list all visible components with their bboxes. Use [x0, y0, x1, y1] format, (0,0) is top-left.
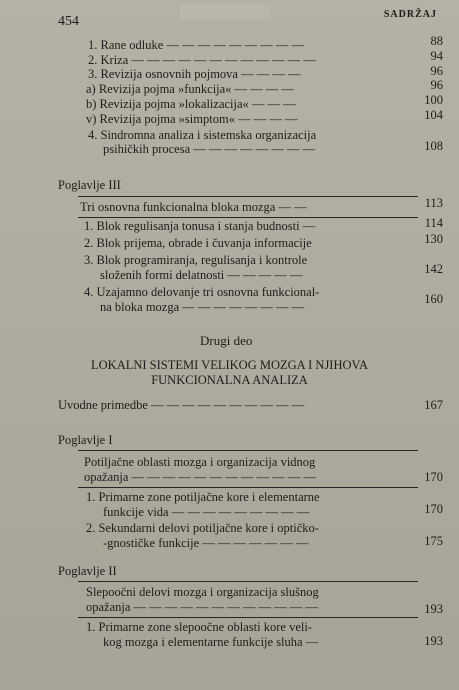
toc-entry-label: na bloka mozga — — — — — — — — [100, 300, 305, 314]
toc-entry-label: funkcije vida — — — — — — — — — [103, 505, 310, 519]
toc-entry-label: 1. Rane odluke — — — — — — — — — [88, 38, 304, 52]
toc-entry-label: 2. Kriza — — — — — — — — — — — — [88, 53, 316, 67]
toc-entry-label: Uvodne primedbe — — — — — — — — — — [58, 398, 305, 412]
toc-entry-page: 96 [430, 78, 443, 92]
toc-entry-page: 142 [424, 262, 443, 276]
toc-entry-label: a) Revizija pojma »funkcija« — — — — [86, 82, 294, 96]
chapter-rule [78, 617, 418, 618]
toc-entry-page: 130 [424, 232, 443, 246]
toc-entry-label: 4. Sindromna analiza i sistemska organizacija [88, 128, 317, 142]
toc-entry-label: 4. Uzajamno delovanje tri osnovna funkcional- [84, 285, 320, 299]
chapter-heading: Poglavlje II [58, 564, 117, 578]
bleed-through-shadow [180, 4, 270, 20]
toc-entry-page: 94 [430, 49, 443, 63]
toc-entry-label: psihičkih procesa — — — — — — — — [103, 142, 316, 156]
toc-entry-label: složenih formi delatnosti — — — — — [100, 268, 303, 282]
toc-entry-label: 3. Blok programiranja, regulisanja i kontrole [84, 253, 308, 267]
chapter-title-page: 170 [424, 470, 443, 484]
chapter-heading: Poglavlje III [58, 178, 121, 192]
toc-entry-page: 175 [424, 534, 443, 548]
toc-entry-page: 170 [424, 502, 443, 516]
toc-entry-page: 108 [424, 139, 443, 153]
chapter-rule [78, 217, 418, 218]
toc-entry-label: 1. Primarne zone potiljačne kore i elementarne [86, 490, 320, 504]
toc-entry-page: 88 [430, 34, 443, 48]
toc-entry-label: 1. Primarne zone slepoočne oblasti kore veli- [86, 620, 312, 634]
chapter-title: opažanja — — — — — — — — — — — — [84, 470, 316, 484]
toc-entry-label: 2. Blok prijema, obrade i čuvanja informacije [84, 236, 312, 250]
part-heading: Drugi deo [200, 333, 253, 348]
toc-entry-label: 1. Blok regulisanja tonusa i stanja budnosti — [84, 219, 316, 233]
running-head: SADRŽAJ [383, 9, 437, 20]
part-title-line: LOKALNI SISTEMI VELIKOG MOZGA I NJIHOVA [91, 358, 368, 372]
toc-entry-label: b) Revizija pojma »lokalizacija« — — — [86, 97, 296, 111]
chapter-title-page: 193 [424, 602, 443, 616]
chapter-title: Tri osnovna funkcionalna bloka mozga — — [80, 200, 307, 214]
chapter-title-page: 113 [424, 196, 443, 210]
chapter-rule [78, 581, 418, 582]
toc-entry-label: v) Revizija pojma »simptom« — — — — [86, 112, 298, 126]
part-title-line: FUNKCIONALNA ANALIZA [151, 373, 308, 387]
toc-entry-page: 167 [424, 398, 443, 412]
toc-entry-page: 160 [424, 292, 443, 306]
chapter-title: Potiljačne oblasti mozga i organizacija vidnog [84, 455, 316, 469]
page-number: 454 [58, 14, 79, 29]
chapter-title: opažanja — — — — — — — — — — — — [86, 600, 318, 614]
toc-entry-label: kog mozga i elementarne funkcije sluha — [103, 635, 319, 649]
chapter-rule [78, 487, 418, 488]
toc-entry-label: -gnostičke funkcije — — — — — — — [103, 536, 309, 550]
chapter-heading: Poglavlje I [58, 433, 113, 447]
toc-entry-page: 114 [424, 216, 443, 230]
toc-entry-page: 104 [424, 108, 443, 122]
toc-entry-page: 100 [424, 93, 443, 107]
toc-entry-label: 2. Sekundarni delovi potiljačne kore i optičko- [86, 521, 319, 535]
chapter-rule [78, 450, 418, 451]
chapter-rule [78, 196, 418, 197]
toc-entry-label: 3. Revizija osnovnih pojmova — — — — [88, 67, 301, 81]
toc-entry-page: 193 [424, 634, 443, 648]
chapter-title: Slepoočni delovi mozga i organizacija slušnog [86, 585, 319, 599]
toc-entry-page: 96 [430, 64, 443, 78]
